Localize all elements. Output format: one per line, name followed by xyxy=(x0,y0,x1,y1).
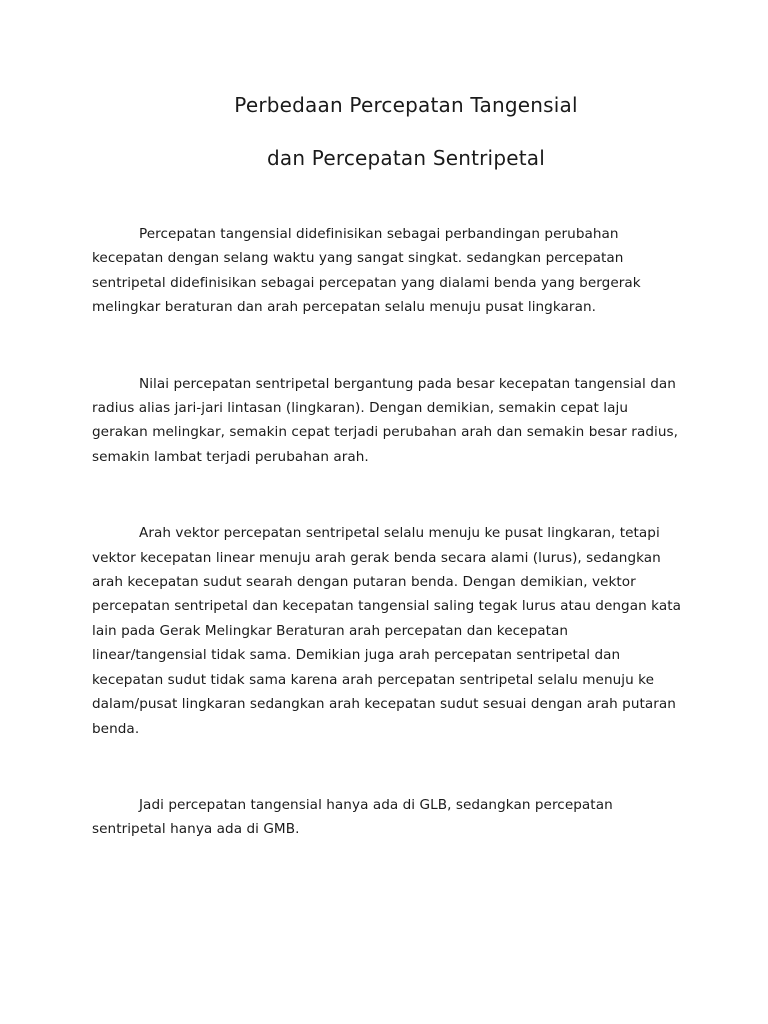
paragraph-centripetal-value: Nilai percepatan sentripetal bergantung pada besar kecepatan tangensial dan radius alias jari-jari lintasan (lingkaran). Dengan demikian, semakin cepat laju gerakan melingkar, semakin cepat terjadi perubahan arah dan semakin besar radius, semakin lambat terjadi perubahan arah. xyxy=(92,375,679,465)
paragraph-tangential-definition: Percepatan tangensial didefinisikan sebagai perbandingan perubahan kecepatan dengan selang waktu yang sangat singkat. sedangkan percepatan sentripetal didefinisikan sebagai percepatan yang dialami benda yang bergerak melingkar beraturan dan arah percepatan selalu menuju pusat lingkaran. xyxy=(92,226,641,316)
document-body xyxy=(92,222,684,894)
paragraph-conclusion: Jadi percepatan tangensial hanya ada di GLB, sedangkan percepatan sentripetal hanya ada di GMB. xyxy=(92,796,613,838)
document-title-line-1: Perbedaan Percepatan Tangensial xyxy=(234,93,578,117)
document-title-line-2: dan Percepatan Sentripetal xyxy=(267,146,545,170)
paragraph-vector-direction: Arah vektor percepatan sentripetal selalu menuju ke pusat lingkaran, tetapi vektor kecepatan linear menuju arah gerak benda secara alami (lurus), sedangkan arah kecepatan sudut searah dengan putaran benda. Dengan demikian, vektor percepatan sentripetal dan kecepatan tangensial saling tegak lurus atau dengan kata lain pada Gerak Melingkar Beraturan arah percepatan dan kecepatan linear/tangensial tidak sama. Demikian juga arah percepatan sentripetal dan kecepatan sudut tidak sama karena arah percepatan sentripetal selalu menuju ke dalam/pusat lingkaran sedangkan arah kecepatan sudut sesuai dengan arah putaran benda. xyxy=(92,525,681,737)
